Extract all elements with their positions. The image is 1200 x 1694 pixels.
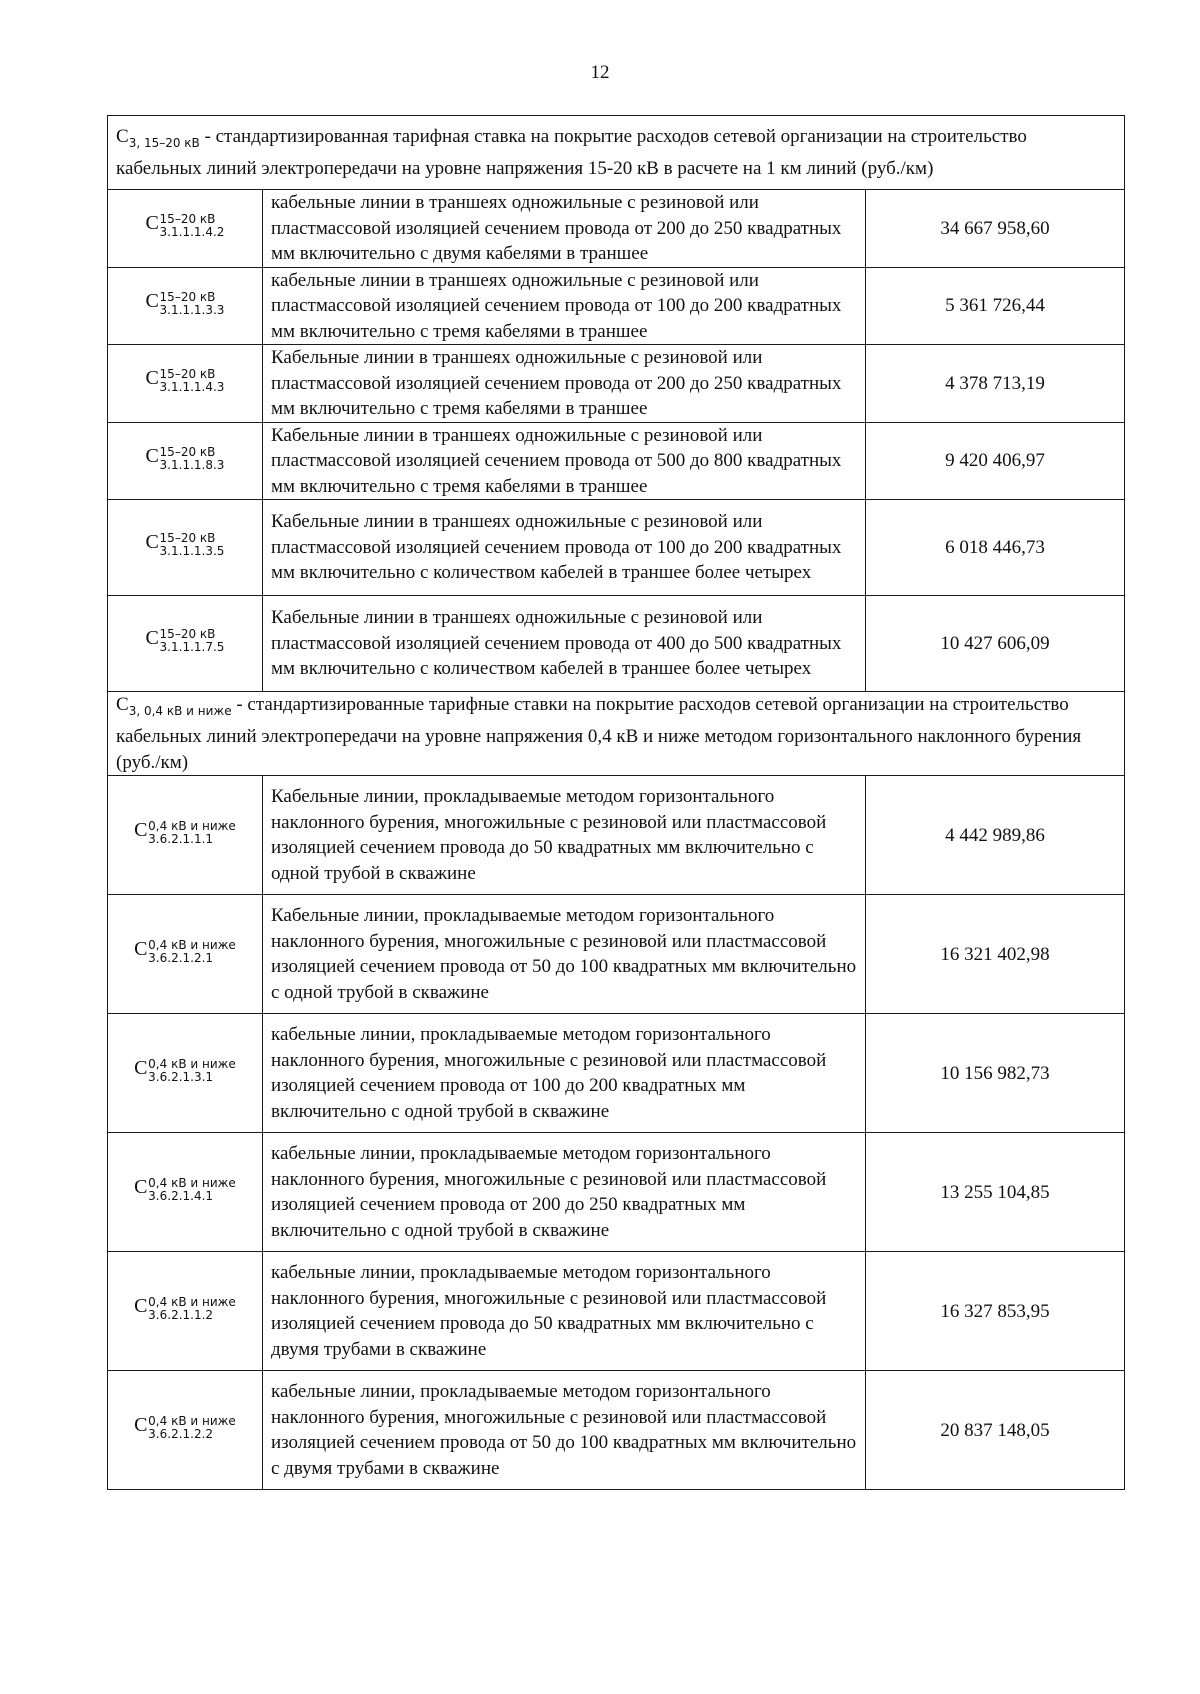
rate-code-cell	[108, 895, 263, 1014]
rate-symbol	[134, 939, 236, 964]
rate-symbol-subscript: 3.6.2.1.1.1	[148, 832, 214, 847]
table-row	[108, 190, 1125, 268]
rate-value-cell: 10 156 982,73	[866, 1014, 1125, 1133]
rate-symbol-superscript: 0,4 кВ и ниже	[148, 1295, 236, 1310]
rate-symbol-subscript: 3.6.2.1.4.1	[148, 1189, 214, 1204]
rate-description-cell: Кабельные линии в траншеях одножильные с резиновой или пластмассовой изоляцией сечением провода от 500 до 800 квадратных мм включительно с тремя кабелями в траншее	[263, 422, 866, 500]
rate-symbol-subscript: 3.1.1.1.3.5	[159, 544, 225, 559]
section-header-row	[108, 116, 1125, 190]
rate-description-cell: кабельные линии в траншеях одножильные с резиновой или пластмассовой изоляцией сечением провода от 100 до 200 квадратных мм включительно с тремя кабелями в траншее	[263, 267, 866, 345]
rate-symbol-superscript: 0,4 кВ и ниже	[148, 938, 236, 953]
rate-symbol-letter: C	[145, 531, 159, 554]
rate-description-cell: Кабельные линии в траншеях одножильные с резиновой или пластмассовой изоляцией сечением провода от 400 до 500 квадратных мм включительно с количеством кабелей в траншее более четырех	[263, 596, 866, 692]
section-symbol-subscript: 3, 0,4 кВ и ниже	[128, 703, 232, 718]
rate-code-cell	[108, 500, 263, 596]
table-row	[108, 596, 1125, 692]
section-symbol	[116, 125, 200, 150]
table-row	[108, 1133, 1125, 1252]
rate-symbol-superscript: 15–20 кВ	[159, 212, 216, 226]
table-row	[108, 895, 1125, 1014]
rate-symbol-subscript: 3.6.2.1.2.1	[148, 951, 214, 966]
rate-description-cell: Кабельные линии, прокладываемые методом горизонтального наклонного бурения, многожильные с резиновой или пластмассовой изоляцией сечением провода до 50 квадратных мм включительно с одной трубой в скважине	[263, 776, 866, 895]
rate-symbol	[146, 628, 225, 653]
rate-symbol-subscript: 3.1.1.1.7.5	[159, 640, 225, 655]
rate-symbol-superscript: 0,4 кВ и ниже	[148, 1057, 236, 1072]
table-row	[108, 776, 1125, 895]
section-symbol-subscript: 3, 15–20 кВ	[128, 135, 200, 150]
rate-code-cell	[108, 776, 263, 895]
rate-symbol-subscript: 3.6.2.1.2.2	[148, 1427, 214, 1442]
rate-description-cell: Кабельные линии, прокладываемые методом горизонтального наклонного бурения, многожильные с резиновой или пластмассовой изоляцией сечением провода от 50 до 100 квадратных мм включительно с одной трубой в скважине	[263, 895, 866, 1014]
rate-symbol	[134, 1415, 236, 1440]
rate-code-cell	[108, 1133, 263, 1252]
section-header	[108, 116, 1125, 190]
section-symbol-letter: С	[116, 694, 129, 715]
table-row	[108, 345, 1125, 423]
rate-value-cell: 16 321 402,98	[866, 895, 1125, 1014]
rate-symbol	[134, 820, 236, 845]
rate-symbol	[146, 213, 225, 238]
rate-code-cell	[108, 1252, 263, 1371]
rate-symbol-subscript: 3.1.1.1.4.2	[159, 225, 225, 239]
rate-symbol-superscript: 0,4 кВ и ниже	[148, 1176, 236, 1191]
rate-description-cell: кабельные линии, прокладываемые методом горизонтального наклонного бурения, многожильные с резиновой или пластмассовой изоляцией сечением провода от 200 до 250 квадратных мм включительно с одной трубой в скважине	[263, 1133, 866, 1252]
table-row	[108, 1252, 1125, 1371]
rate-symbol-letter: C	[134, 1176, 148, 1199]
rate-symbol-letter: C	[145, 627, 159, 650]
table-row	[108, 422, 1125, 500]
rate-value-cell: 6 018 446,73	[866, 500, 1125, 596]
page-number: 12	[590, 62, 610, 83]
rate-symbol-letter: C	[134, 819, 148, 842]
table-row	[108, 500, 1125, 596]
rate-code-cell	[108, 190, 263, 268]
section-header	[108, 692, 1125, 776]
rate-symbol	[134, 1177, 236, 1202]
rate-symbol-subscript: 3.6.2.1.3.1	[148, 1070, 214, 1085]
rate-symbol-letter: C	[145, 212, 159, 234]
rate-symbol-letter: C	[134, 1057, 148, 1080]
rate-code-cell	[108, 596, 263, 692]
rate-value-cell: 10 427 606,09	[866, 596, 1125, 692]
rate-value-cell: 9 420 406,97	[866, 422, 1125, 500]
rate-description-cell: кабельные линии, прокладываемые методом горизонтального наклонного бурения, многожильные с резиновой или пластмассовой изоляцией сечением провода до 50 квадратных мм включительно с двумя трубами в скважине	[263, 1252, 866, 1371]
section-description: - стандартизированные тарифные ставки на покрытие расходов сетевой организации на строительство кабельных линий электропередачи на уровне напряжения 0,4 кВ и ниже методом горизонтального наклонного бурения (руб./км)	[116, 694, 1082, 773]
rate-description-cell: Кабельные линии в траншеях одножильные с резиновой или пластмассовой изоляцией сечением провода от 200 до 250 квадратных мм включительно с тремя кабелями в траншее	[263, 345, 866, 423]
rate-symbol-letter: C	[134, 938, 148, 961]
tariff-table	[107, 115, 1125, 1490]
rate-symbol-subscript: 3.1.1.1.8.3	[159, 457, 225, 472]
rate-value-cell: 4 378 713,19	[866, 345, 1125, 423]
section-symbol-letter: С	[116, 125, 129, 147]
rate-symbol	[134, 1296, 236, 1321]
rate-symbol-letter: C	[134, 1414, 148, 1437]
rate-description-cell: кабельные линии, прокладываемые методом горизонтального наклонного бурения, многожильные с резиновой или пластмассовой изоляцией сечением провода от 100 до 200 квадратных мм включительно с одной трубой в скважине	[263, 1014, 866, 1133]
rate-symbol	[146, 291, 225, 316]
rate-value-cell: 16 327 853,95	[866, 1252, 1125, 1371]
table-row	[108, 1014, 1125, 1133]
rate-description-cell: кабельные линии, прокладываемые методом горизонтального наклонного бурения, многожильные с резиновой или пластмассовой изоляцией сечением провода от 50 до 100 квадратных мм включительно с двумя трубами в скважине	[263, 1371, 866, 1490]
rate-symbol-superscript: 0,4 кВ и ниже	[148, 819, 236, 834]
table-row	[108, 267, 1125, 345]
rate-code-cell	[108, 1371, 263, 1490]
rate-symbol-subscript: 3.1.1.1.3.3	[159, 302, 225, 317]
rate-symbol-letter: C	[134, 1295, 148, 1318]
section-header-row	[108, 692, 1125, 776]
rate-value-cell: 4 442 989,86	[866, 776, 1125, 895]
rate-symbol-superscript: 15–20 кВ	[159, 289, 216, 304]
table-row	[108, 1371, 1125, 1490]
rate-symbol	[146, 368, 225, 393]
section-symbol	[116, 694, 232, 718]
tariff-table-body	[108, 116, 1125, 1490]
rate-code-cell	[108, 1014, 263, 1133]
rate-value-cell: 20 837 148,05	[866, 1371, 1125, 1490]
rate-value-cell: 34 667 958,60	[866, 190, 1125, 268]
rate-value-cell: 13 255 104,85	[866, 1133, 1125, 1252]
rate-code-cell	[108, 345, 263, 423]
rate-symbol	[146, 532, 225, 557]
rate-symbol	[134, 1058, 236, 1083]
rate-symbol	[146, 446, 225, 471]
section-description: - стандартизированная тарифная ставка на покрытие расходов сетевой организации на строительство кабельных линий электропередачи на уровне напряжения 15-20 кВ в расчете на 1 км линий (руб./км)	[116, 125, 1027, 179]
rate-symbol-superscript: 0,4 кВ и ниже	[148, 1414, 236, 1429]
rate-symbol-subscript: 3.6.2.1.1.2	[148, 1308, 214, 1323]
rate-description-cell: кабельные линии в траншеях одножильные с резиновой или пластмассовой изоляцией сечением провода от 200 до 250 квадратных мм включительно с двумя кабелями в траншее	[263, 190, 866, 268]
rate-symbol-letter: C	[145, 444, 159, 467]
rate-value-cell: 5 361 726,44	[866, 267, 1125, 345]
rate-code-cell	[108, 422, 263, 500]
rate-symbol-superscript: 15–20 кВ	[159, 627, 216, 642]
rate-symbol-superscript: 15–20 кВ	[159, 367, 216, 381]
rate-code-cell	[108, 267, 263, 345]
rate-symbol-subscript: 3.1.1.1.4.3	[159, 380, 225, 394]
rate-symbol-letter: C	[145, 367, 159, 389]
rate-symbol-superscript: 15–20 кВ	[159, 531, 216, 546]
rate-description-cell: Кабельные линии в траншеях одножильные с резиновой или пластмассовой изоляцией сечением провода от 100 до 200 квадратных мм включительно с количеством кабелей в траншее более четырех	[263, 500, 866, 596]
rate-symbol-letter: C	[145, 289, 159, 312]
rate-symbol-superscript: 15–20 кВ	[159, 444, 216, 459]
